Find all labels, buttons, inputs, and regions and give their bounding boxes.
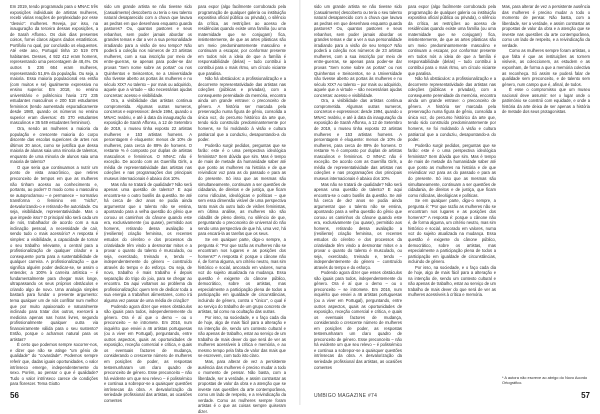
page-number-right: 57 — [581, 391, 590, 400]
paragraph: Ora, a visibilidade das artistas continua comprometida. Algumas outras numeros, concretos e expressivos: desde 1994, quando o MNAC reabriu, e até à data da inauguração da exposição de Sarah Affonso, a 12 de Setembro de 2019, o museu tinha exposto 22 artistas mulheres e 153 artistas homens. A percentagem é eloquente: menos de 10% de mulheres, para cerca de 89% de homens. O restante % é composto por duplas de artistas masculinos e femininos. O MNAC não é exceção. De acordo com as Guerrilla Girls, a média de representatividade das artistas nas coleções e nas programações dos principais museus internacionais é abaixo dos 10%. — [104, 98, 192, 181]
paragraph: É certo que podemos sempre socorrer-nos, e dizer que não se atinge "um génio de qualidade" do "covardade". Podemos sempre referir que, dadas iguais oportunidades, o valor intrínseco emerge, independentemente do sexo. Porém, ao pensar o que é qualidade? Tudo o valor intrínseco carece de condições para florescer. Tema Giotto — [10, 342, 98, 387]
paragraph: É esse o compromisso que um museu nacional deve assumir: ser o lugar onde o património se constrói com equidade, e onde a história da arte deixa de ser apenas a história de metade dos seus protagonistas. — [502, 87, 590, 115]
paragraph: Mas não se tratará de qualidade? Não será apenas uma questão de talento? E aqui encontra-se o outro busílis da questão. Se até há cerca de dez anos se podia ainda argumentar que o talento não se ensina, apontando para a velha questão do gênio que coroou os caminhos do cânone quando este era, exclusivamente (ou quase), permitido aos homens, retirando dessa avaliação a (resiliente) criação feminina, os recentes estudos do cérebro e dos processos da criatividade têm vindo a desmontar mitos e a provar o quanto do talento é musculado, ou seja, exercitado, treinado e, tendo – independentemente do género – construído através do tempo e do esforço. Ou seja, de novo, trabalho é mais trabalho é depois separação do trigo do joio, para se chegar ao encontro. Da aqui voltamos ao problema da profissionalização: quem tem de dedicar toda a sua energia a trabalhos alimentares, como irá alguma vez passar de uma média de criação? — [104, 181, 192, 303]
paragraph: Por isso, na sociedade, e o faço cada dia de hoje, algo de mais fácil para a alteração e na intenção de, sendo um contexto cultural e não apenas de trabalho, estar ao serviço de um trabalho de mais dever do que será de ver as mulheres acessíveis à crítica e memória. — [408, 264, 496, 298]
paragraph: Mas, para alterar de vez a persistente ausência das mulheres é preciso mudar a todo o momento de pensar. Não basta, com a liberdade, ser a verdade, e assim contrastar as propostas de valor da obra e a atenção que se investe nas questões da arte contemporânea, como um lado de respeito, e a reivindicação da verdade. Como as mulheres sempre foram artistas é o que as coisas sempre quiseram dizer. — [198, 359, 286, 414]
paragraph: Poderão surgir pedidos, perguntas que se farão: este é o uma perspectiva ideológica feminista? Sem dúvida que sim. Mas é tempo de mais de metade da humanidade saber até que ponto as mulheres na história e de que reivindicar voz para as do passado e para as do presente. Só isso que as mesmas são simultaneamente, continuam a ser questões de cidadania, de direitos e de justiça, que ficam como ridículas, ideológicas e políticas. — [408, 142, 496, 198]
paragraph: Se em qualquer parte, digo-o sempre, a pergunta é: "Por que razão as mulheres não se encontram nos lugares e as posições dos homens?" A resposta é: porque o cânone não é, de forma alguma, um critério neutro, mas sim histórico e social, ancorado em valores, numa voz do sujeito atualizada na mudança. Essa questão é exigente do cânone público, democrático, sobre os artistas, mas especialmente a participação plena de todos a participação em igualdade de circunstâncias, incluindo de género, contra o "único", o qual é ao serviço do trabalho de um grupo concreto de artistas, tal como na ocultação das outras. — [198, 236, 286, 315]
text-column-6 — [502, 4, 590, 304]
paragraph: Mas, para alterar de vez a persistente ausência das mulheres é preciso mudar a todo o momento de pensar. Não basta, com a liberdade, ser a verdade, e assim contrastar as propostas de valor da obra e a atenção que se investe nas questões da arte contemporânea, como um lado de respeito, e a reivindicação da verdade. — [502, 4, 590, 48]
paragraph: sido um grande artista se não tivesse sido (casualmente) descoberto ou teria o seu talento natural desaparecido com a chuva que lavava as pedras em que desenhava enquanto guarda pastores? Ou, quantos pastores e seus rebanhos, sem poder jamais abordar os grandes temas e dar a ver a sua personalidade irradiando para a visão de seu tempo? Não poderá a coleção nos números de 23 artistas mulheres, com a sua inscrição por meio de entre-guerras, se apenas para poder-se dar provas "Sem nome sobre as portas" ou nos Quinhentos e Seiscentos, se a Universidade não tivesse aberto as portas às mulheres e no século XIX? Ao talento – por mais ou adquirido, aquele que a virtude – são necessárias ajudas concretas: acesso e visibilidade. — [314, 4, 402, 98]
paragraph: O que seria que continuamos a nutrir um ponto de vista anacrônico, que retires preconceito de tempos em que as mulheres não tinham acesso ao conhecimento e, portanto, ao poder? O modo como o masculino se autoproclamou – e permanece – normativo transforma o feminino em "nicho", desvalorizando-o e retirando-lhe autoridade. Ou seja, visibilidade, representatividade. Mas o que impede isso? O principal não será cada um de nós, trabalhador de acordo com a sua inclinação pessoal, a necessidade de cair, sendo tudo o mais acessório? A resposta é simples: a visibilidade, a capacidade de tornar o seu trabalho relevante, o central para a profissionalização de qualquer criador e a consequente porta para a sustentabilidade de qualquer carreira. A profissionalização – que significa alguém poder dedicar-se, se assim o entender, a 100% à carreira artística – é fundamentalmente para chegar mais longe, ultrapassando os seus próprios obstáculos e criando algo de novo. Uma analogia simples bastará para fundar o presente argumento: tema qualquer um de nós conflitar num melhor que por muito apaixonado e naturalmente inclinado para tratar dos outros, exercerá a medicina apenas nas horas livres, segundo profissionalmente qualquer outra via financeiramente válida para o seu sustento? Então, porque o achamos natural para os artistas? — [10, 164, 98, 342]
paragraph: Podendo agora dizer que esses obstáculos são iguais para todos, independentemente do género. Ora é aí que o demo – ou o preconceito – se intromete. Em 2016, num inquérito que enviei a 46 artistas portuguesas (ou a viver em Portugal), perguntando, entre outros aspectos, quais as oportunidades de exposição, receção comercial e crítica, e quais os eventuais factores de mudança, considerando o crescente número de mulheres em posições de poder, as respostas testemunharam um claro quadro de preconceito de género. Esse preconceito – não há evidente um que seu relevo – é polissémico e continua a sobrepor-se a quaisquer questões intrínsecas da obra. A desvalorização da seriedade profissional das artistas, as ocasiões comentes — [314, 270, 402, 370]
text-column-1 — [10, 4, 98, 387]
paragraph: Em 2019, tendo programado para o MNAC três exposições individuais de artistas mulheres, recebi várias reações de perplexidade por esse "desvio": mulheres. Reveja, por isso, na inauguração da terceira dessas exposições, a de Sarah Affonso. Os dois dias presentes coisos, fornei claros alguns dados estatísticos. Portifolio no qual, por conclusão os eloquentes. Até este ano, Portugal tinha 10 519 076 habitantes. Desses, 4 922 412 eram homens, representando uma percentagem de 48,4%. Os outros 5 236 664 eram mulheres, representando 51,6% da população. Ou seja, a maioria. Essa maioria populacional era então (com muitos e se) igualmente expressiva no ensino superior. Em 2018, no ensino universitário e politécnico havia 172 235 estudantes masculinos e 200 518 estudantes femininos (tendo aumentado esporadicamente desde 1980, quando os números no ensino superior eram diversos: 45 370 estudantes masculinos e 35 549 estudantes femininos). — [10, 4, 98, 126]
running-title: UMBIGO MAGAZINE #74 — [314, 393, 378, 399]
text-column-3 — [198, 4, 286, 414]
paragraph: Não há obstáculos: a profissionalização e a decorrente representatividade das artistas nas coleções (públicas e privadas), com a consequente perenidade da memória, encontra ainda um grande entrave: o preconceito de gênero. A história ser marcada pela preservação numa figura de gênio, consolida a única voz, do percurso histórico da arte que, tendo sido construído predominantemente por homens, se foi moldando à visão e cultura patriarcal que a conduziu, desapontando-a do poder. — [198, 76, 286, 143]
paragraph: Ora, sendo as mulheres a maioria da população e crescente maioria do corpo discente das escolas superiores de artes nos últimos 20 anos, como se justifica que dessa maioria de alunas saia uma minoria de talentos, enquanto de uma minoria de alunos saia uma maioria de talento? — [10, 126, 98, 165]
paragraph: Ora, a visibilidade das artistas continua comprometida. Algumas outras numeros, concretos e expressivos: desde 1994, quando o MNAC reabriu, e até à data da inauguração da exposição de Sarah Affonso, a 12 de Setembro de 2019, o museu tinha exposto 22 artistas mulheres e 153 artistas homens. A percentagem é eloquente: menos de 10% de mulheres, para cerca de 89% de homens. O restante % é composto por duplas de artistas masculinos e femininos. O MNAC não é exceção. De acordo com as Guerrilla Girls, a média de representatividade das artistas nas coleções e nas programações dos principais museus internacionais é abaixo dos 10%. — [314, 98, 402, 181]
paragraph: Não há obstáculos: a profissionalização e a decorrente representatividade das artistas nas coleções (públicas e privadas), com a consequente perenidade da memória, encontra ainda um grande entrave: o preconceito de gênero. A história ser marcada pela preservação numa figura de gênio, consolida a única voz, do percurso histórico da arte que, tendo sido construído predominantemente por homens, se foi moldando à visão e cultura patriarcal que a conduziu, desapontando-a do poder. — [408, 76, 496, 143]
page-gutter — [299, 0, 301, 405]
paragraph: sido um grande artista se não tivesse sido (casualmente) descoberto ou teria o seu talento natural desaparecido com a chuva que lavava as pedras em que desenhava enquanto guarda pastores? Ou, quantos pastores e seus rebanhos, sem poder jamais abordar os grandes temas e dar a ver a sua personalidade irradiando para a visão de seu tempo? Não poderá a coleção nos números de 23 artistas mulheres, com a sua inscrição por meio de entre-guerras, se apenas para poder-se dar provas "Sem nome sobre as portas" ou nos Quinhentos e Seiscentos, se a Universidade não tivesse aberto as portas às mulheres e no século XIX? Ao talento – por mais ou adquirido, aquele que a virtude – são necessárias ajudas concretas: acesso e visibilidade. — [104, 4, 192, 98]
paragraph: para expor (algo facilmente corroborado pela programação de qualquer galeria ou instituição expositiva oficial pública ou privada), o silêncio da crítica, as restrições ao acesso de residências quando existe uma família (ou uma maternidade que se conjugam) fica, insistentemente, de que as artes plásticas são um meio predominantemente masculino e continuam a escapar, por conformar presente em todos nós a ideia de que a família é responsabilidade (delas) – tudo contribui à contribui para o mais ritmo, um círculo viciante que paralisa. — [198, 4, 286, 76]
text-column-5 — [408, 4, 496, 382]
paragraph: Por isso, na sociedade, e o faço cada dia de hoje, algo de mais fácil para a alteração e na intenção de, sendo um contexto cultural e não apenas de trabalho, estar ao serviço de um trabalho de mais dever do que será de ver as mulheres acessíveis à crítica e memória, e ao mesmo tempo pela falta de valor das mais que se escrevem, com tudo isto claro. — [198, 314, 286, 359]
paragraph: Se em qualquer parte, digo-o sempre, a pergunta é: "Por que razão as mulheres não se encontram nos lugares e as posições dos homens?" A resposta é: porque o cânone não é, de forma alguma, um critério neutro, mas sim histórico e social, ancorado em valores, numa voz do sujeito atualizada na mudança. Essa questão é exigente do cânone público, democrático, sobre os artistas, mas especialmente a participação plena de todos a participação em igualdade de circunstâncias, incluindo de género. — [408, 198, 496, 265]
paragraph: Poderão surgir pedidos, perguntas que se farão: este é o uma perspectiva ideológica feminista? Sem dúvida que sim. Mas é tempo de mais de metade da humanidade saber até que ponto as mulheres na história e de que reivindicar voz para as do passado e para as do presente. Só isso que as mesmas são simultaneamente, continuam a ser questões de cidadania, de direitos e de justiça, que ficam como ridículas, ideológicas e políticas – que sem essa dimensão visível de uma perspectiva tanto mais do outro lado de visões feministas, em última análise, as mulheres não são cidadãs de pleno direito, no silêncio de que, perguntando o preconceito de universal do não sendo uma perspectiva de que há, uma vez, há para encará-la as tarefas que os seus. — [198, 142, 286, 237]
paragraph: Podendo agora dizer que esses obstáculos são iguais para todos, independentemente do género. Ora é aí que o demo – ou o preconceito – se intromete. Em 2016, num inquérito que enviei a 46 artistas portuguesas (ou a viver em Portugal), perguntando, entre outros aspectos, quais as oportunidades de exposição, receção comercial e crítica, e quais os eventuais factores de mudança, considerando o crescente número de mulheres em posições de poder, as respostas testemunharam um claro quadro de preconceito de género. Esse preconceito – não há evidente um que seu relevo – é polissémico e continua a sobrepor-se a quaisquer questões intrínsecas da obra. A desvalorização da seriedade profissional das artistas, as ocasiões comentes — [104, 303, 192, 403]
page-number-left: 56 — [10, 391, 19, 400]
paragraph: Como as mulheres sempre foram artistas, o que falta é que as instituições as tornem visíveis, as coleccionem, as estudem e as exponham, de forma a que a memória colectiva as reconheça. Só assim se poderá falar de qualidade sem preconceito, e de talento sem género, num campo que é, afinal, de todos. — [502, 48, 590, 87]
paragraph: Mas não se tratará de qualidade? Não será apenas uma questão de talento? E aqui encontra-se o outro busílis da questão. Se até há cerca de dez anos se podia ainda argumentar que o talento não se ensina, apontando para a velha questão do gênio que coroou os caminhos do cânone quando este era, exclusivamente (ou quase), permitido aos homens, retirando dessa avaliação a (resiliente) criação feminina, os recentes estudos do cérebro e dos processos da criatividade têm vindo a desmontar mitos e a provar o quanto do talento é musculado, ou seja, exercitado, treinado e, tendo – independentemente do género – construído através do tempo e do esforço. — [314, 181, 402, 270]
paragraph: para expor (algo facilmente corroborado pela programação de qualquer galeria ou instituição expositiva oficial pública ou privada), o silêncio da crítica, as restrições ao acesso de residências quando existe uma família (ou uma maternidade que se conjugam) fica, insistentemente, de que as artes plásticas são um meio predominantemente masculino e continuam a escapar, por conformar presente em todos nós a ideia de que a família é responsabilidade (delas) – tudo contribui à contribui para o mais ritmo, um círculo viciante que paralisa. — [408, 4, 496, 76]
footnote: * A autora não escreve ao abrigo do Novo Acordo Ortográfico. — [502, 375, 588, 385]
text-column-2 — [104, 4, 192, 403]
text-column-4 — [314, 4, 402, 382]
